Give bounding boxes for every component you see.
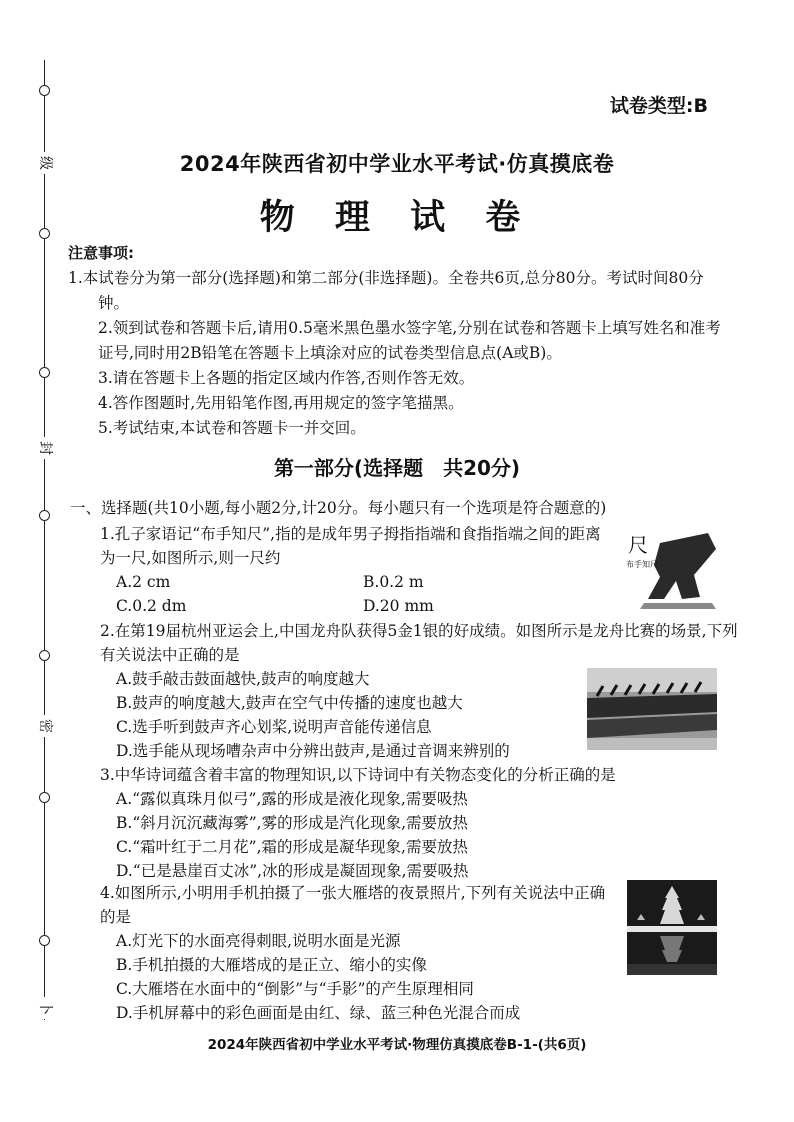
binding-hole bbox=[39, 85, 50, 96]
question-stem: 4.如图所示,小明用手机拍摄了一张大雁塔的夜景照片,下列有关说法中正确的是 bbox=[100, 884, 606, 926]
figure-caption: 布手知尺 bbox=[626, 560, 658, 569]
exam-title: 2024年陕西省初中学业水平考试·仿真摸底卷 bbox=[179, 152, 615, 176]
question-1 bbox=[100, 522, 610, 618]
option-d: D.20 mm bbox=[363, 597, 434, 615]
option-a: A.灯光下的水面亮得刺眼,说明水面是光源 bbox=[116, 932, 401, 950]
binding-hole bbox=[39, 792, 50, 803]
option-row bbox=[100, 570, 610, 594]
pagoda-night-image bbox=[627, 880, 717, 975]
notes-heading: 注意事项: bbox=[68, 244, 134, 262]
binding-char: 封 bbox=[37, 437, 53, 459]
option-b: B.0.2 m bbox=[363, 573, 424, 591]
option-d: D.手机屏幕中的彩色画面是由红、绿、蓝三种色光混合而成 bbox=[116, 1004, 521, 1022]
binding-hole bbox=[39, 650, 50, 661]
note-item: 4.答作图题时,先用铅笔作图,再用规定的签字笔描黑。 bbox=[98, 394, 464, 412]
binding-char: 卜 bbox=[37, 997, 53, 1019]
note-item: 1.本试卷分为第一部分(选择题)和第二部分(非选择题)。全卷共6页,总分80分。考试时间80分钟。 bbox=[68, 269, 704, 312]
binding-char: 密 bbox=[37, 715, 53, 737]
page-footer: 2024年陕西省初中学业水平考试·物理仿真摸底卷B-1-(共6页) bbox=[207, 1037, 587, 1053]
subject-title: 物 理 试 卷 bbox=[259, 198, 535, 238]
figure-dragon-boat bbox=[587, 668, 717, 750]
question-stem: 2.在第19届杭州亚运会上,中国龙舟队获得5金1银的好成绩。如图所示是龙舟比赛的场景,下列有关说法中正确的是 bbox=[100, 622, 738, 664]
binding-char: 级 bbox=[37, 152, 53, 174]
option-c: C.“霜叶红于二月花”,霜的形成是凝华现象,需要放热 bbox=[116, 838, 468, 856]
option-b: B.鼓声的响度越大,鼓声在空气中传播的速度也越大 bbox=[116, 694, 463, 712]
question-stem: 3.中华诗词蕴含着丰富的物理知识,以下诗词中有关物态变化的分析正确的是 bbox=[100, 766, 616, 784]
option-a: A.鼓手敲击鼓面越快,鼓声的响度越大 bbox=[116, 670, 370, 688]
option-row bbox=[100, 594, 610, 618]
option-b: B.手机拍摄的大雁塔成的是正立、缩小的实像 bbox=[116, 956, 427, 974]
section-intro: 一、选择题(共10小题,每小题2分,计20分。每小题只有一个选项是符合题意的) bbox=[70, 499, 607, 517]
binding-hole bbox=[39, 367, 50, 378]
option-b: B.“斜月沉沉藏海雾”,雾的形成是汽化现象,需要放热 bbox=[116, 814, 469, 832]
figure-pagoda-night bbox=[627, 880, 717, 975]
question-3 bbox=[100, 763, 740, 883]
note-item: 5.考试结束,本试卷和答题卡一并交回。 bbox=[98, 419, 366, 437]
option-c: C.大雁塔在水面中的“倒影”与“手影”的产生原理相同 bbox=[116, 980, 474, 998]
binding-hole bbox=[39, 935, 50, 946]
option-a: A.2 cm bbox=[116, 573, 171, 591]
note-item: 3.请在答题卡上各题的指定区域内作答,否则作答无效。 bbox=[98, 369, 475, 387]
note-item: 2.领到试卷和答题卡后,请用0.5毫米黑色墨水签字笔,分别在试卷和答题卡上填写姓名和准考证号,同时用2B铅笔在答题卡上填涂对应的试卷类型信息点(A或B)。 bbox=[98, 319, 721, 362]
exam-type: 试卷类型:B bbox=[609, 95, 708, 117]
question-stem: 1.孔子家语记“布手知尺”,指的是成年男子拇指指端和食指指端之间的距离为一尺,如图所示,则一尺约 bbox=[100, 525, 601, 567]
option-c: C.选手听到鼓声齐心划桨,说明声音能传递信息 bbox=[116, 718, 432, 736]
part1-title: 第一部分(选择题 共20分) bbox=[273, 456, 521, 480]
option-d: D.“已是悬崖百丈冰”,冰的形成是凝固现象,需要吸热 bbox=[116, 862, 469, 880]
question-4 bbox=[100, 881, 620, 1025]
figure-hand-span bbox=[620, 525, 720, 610]
dragon-boat-image bbox=[587, 668, 717, 750]
option-c: C.0.2 dm bbox=[116, 597, 187, 615]
notes-section bbox=[68, 241, 734, 441]
binding-hole bbox=[39, 510, 50, 521]
figure-char: 尺 bbox=[628, 533, 648, 557]
option-d: D.选手能从现场嘈杂声中分辨出鼓声,是通过音调来辨别的 bbox=[116, 742, 510, 760]
option-a: A.“露似真珠月似弓”,露的形成是液化现象,需要吸热 bbox=[116, 790, 468, 808]
